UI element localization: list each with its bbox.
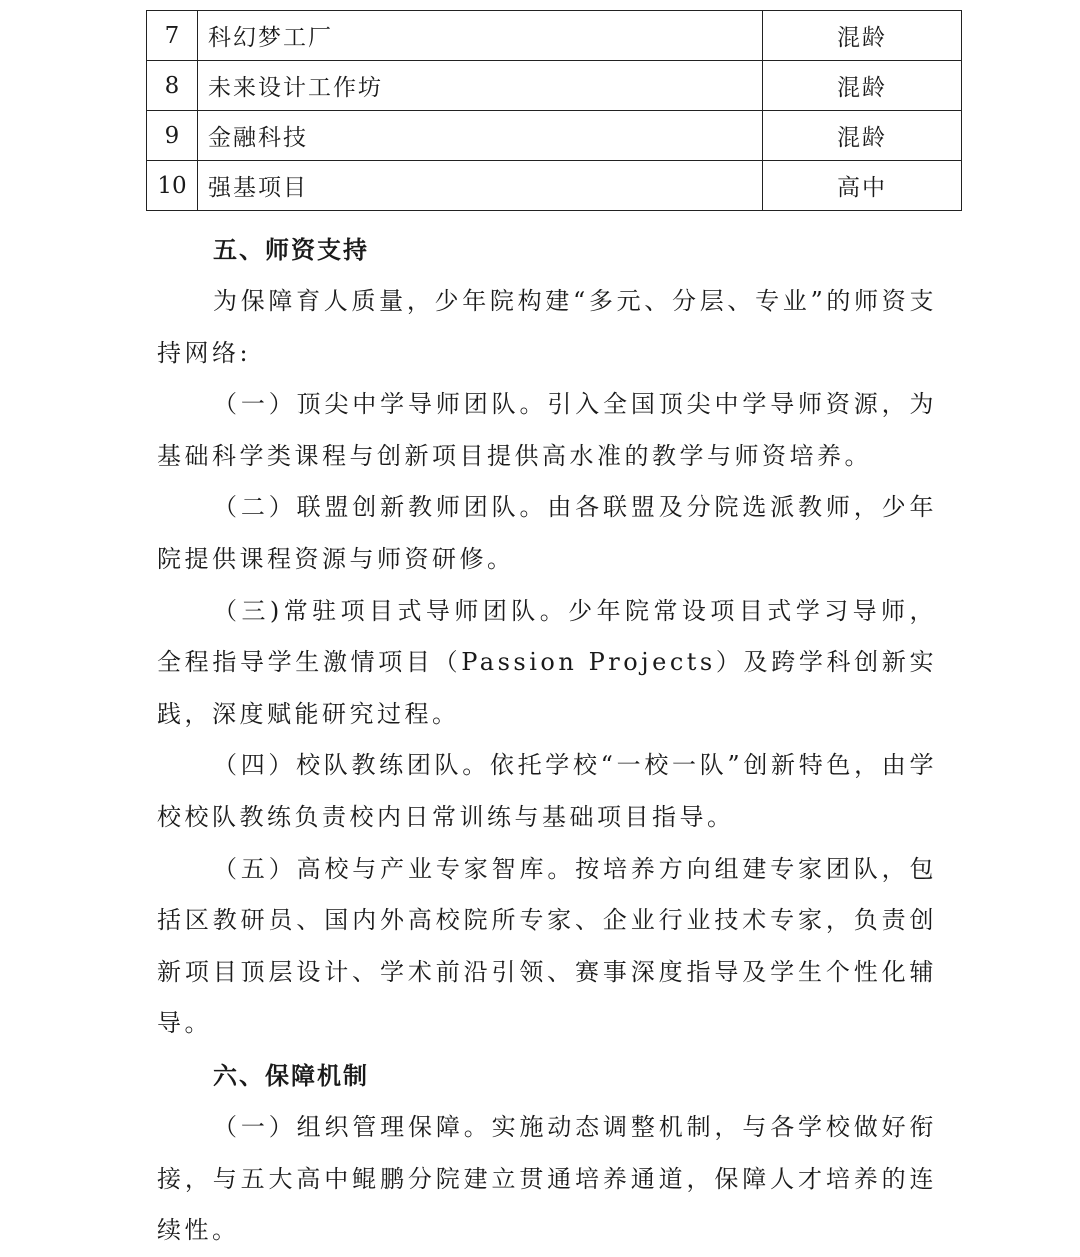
course-name: 科幻梦工厂 xyxy=(198,11,763,61)
section-heading-faculty: 五、师资支持 xyxy=(213,236,369,264)
age-group: 混龄 xyxy=(763,11,962,61)
paragraph-item: （一）组织管理保障。实施动态调整机制，与各学校做好衔接，与五大高中鲲鹏分院建立贯通培养通道，保障人才培养的连续性。 xyxy=(157,1112,937,1245)
row-number: 8 xyxy=(147,61,198,111)
age-group: 混龄 xyxy=(763,61,962,111)
row-number: 9 xyxy=(147,111,198,161)
table-row xyxy=(147,11,962,61)
table-row xyxy=(147,161,962,211)
paragraph-item: （二）联盟创新教师团队。由各联盟及分院选派教师，少年院提供课程资源与师资研修。 xyxy=(157,493,937,573)
row-number: 7 xyxy=(147,11,198,61)
row-number: 10 xyxy=(147,161,198,211)
paragraph-item: （四）校队教练团队。依托学校“一校一队”创新特色，由学校校队教练负责校内日常训练与基础项目指导。 xyxy=(157,751,937,831)
age-group: 高中 xyxy=(763,161,962,211)
age-group: 混龄 xyxy=(763,111,962,161)
document-body xyxy=(157,224,937,1257)
section-heading-guarantee: 六、保障机制 xyxy=(213,1061,369,1090)
paragraph-item: （一）顶尖中学导师团队。引入全国顶尖中学导师资源，为基础科学类课程与创新项目提供高水准的教学与师资培养。 xyxy=(157,390,937,470)
table-row xyxy=(147,111,962,161)
paragraph-item: （三)常驻项目式导师团队。少年院常设项目式学习导师，全程指导学生激情项目（Passion Projects）及跨学科创新实践，深度赋能研究过程。 xyxy=(157,596,937,728)
paragraph-intro: 为保障育人质量，少年院构建“多元、分层、专业”的师资支持网络: xyxy=(157,287,937,367)
course-name: 强基项目 xyxy=(198,161,763,211)
table-row xyxy=(147,61,962,111)
paragraph-item: （五）高校与产业专家智库。按培养方向组建专家团队，包括区教研员、国内外高校院所专家、企业行业技术专家，负责创新项目顶层设计、学术前沿引领、赛事深度指导及学生个性化辅导。 xyxy=(157,854,937,1038)
course-name: 金融科技 xyxy=(198,111,763,161)
course-table xyxy=(146,10,962,211)
course-name: 未来设计工作坊 xyxy=(198,61,763,111)
